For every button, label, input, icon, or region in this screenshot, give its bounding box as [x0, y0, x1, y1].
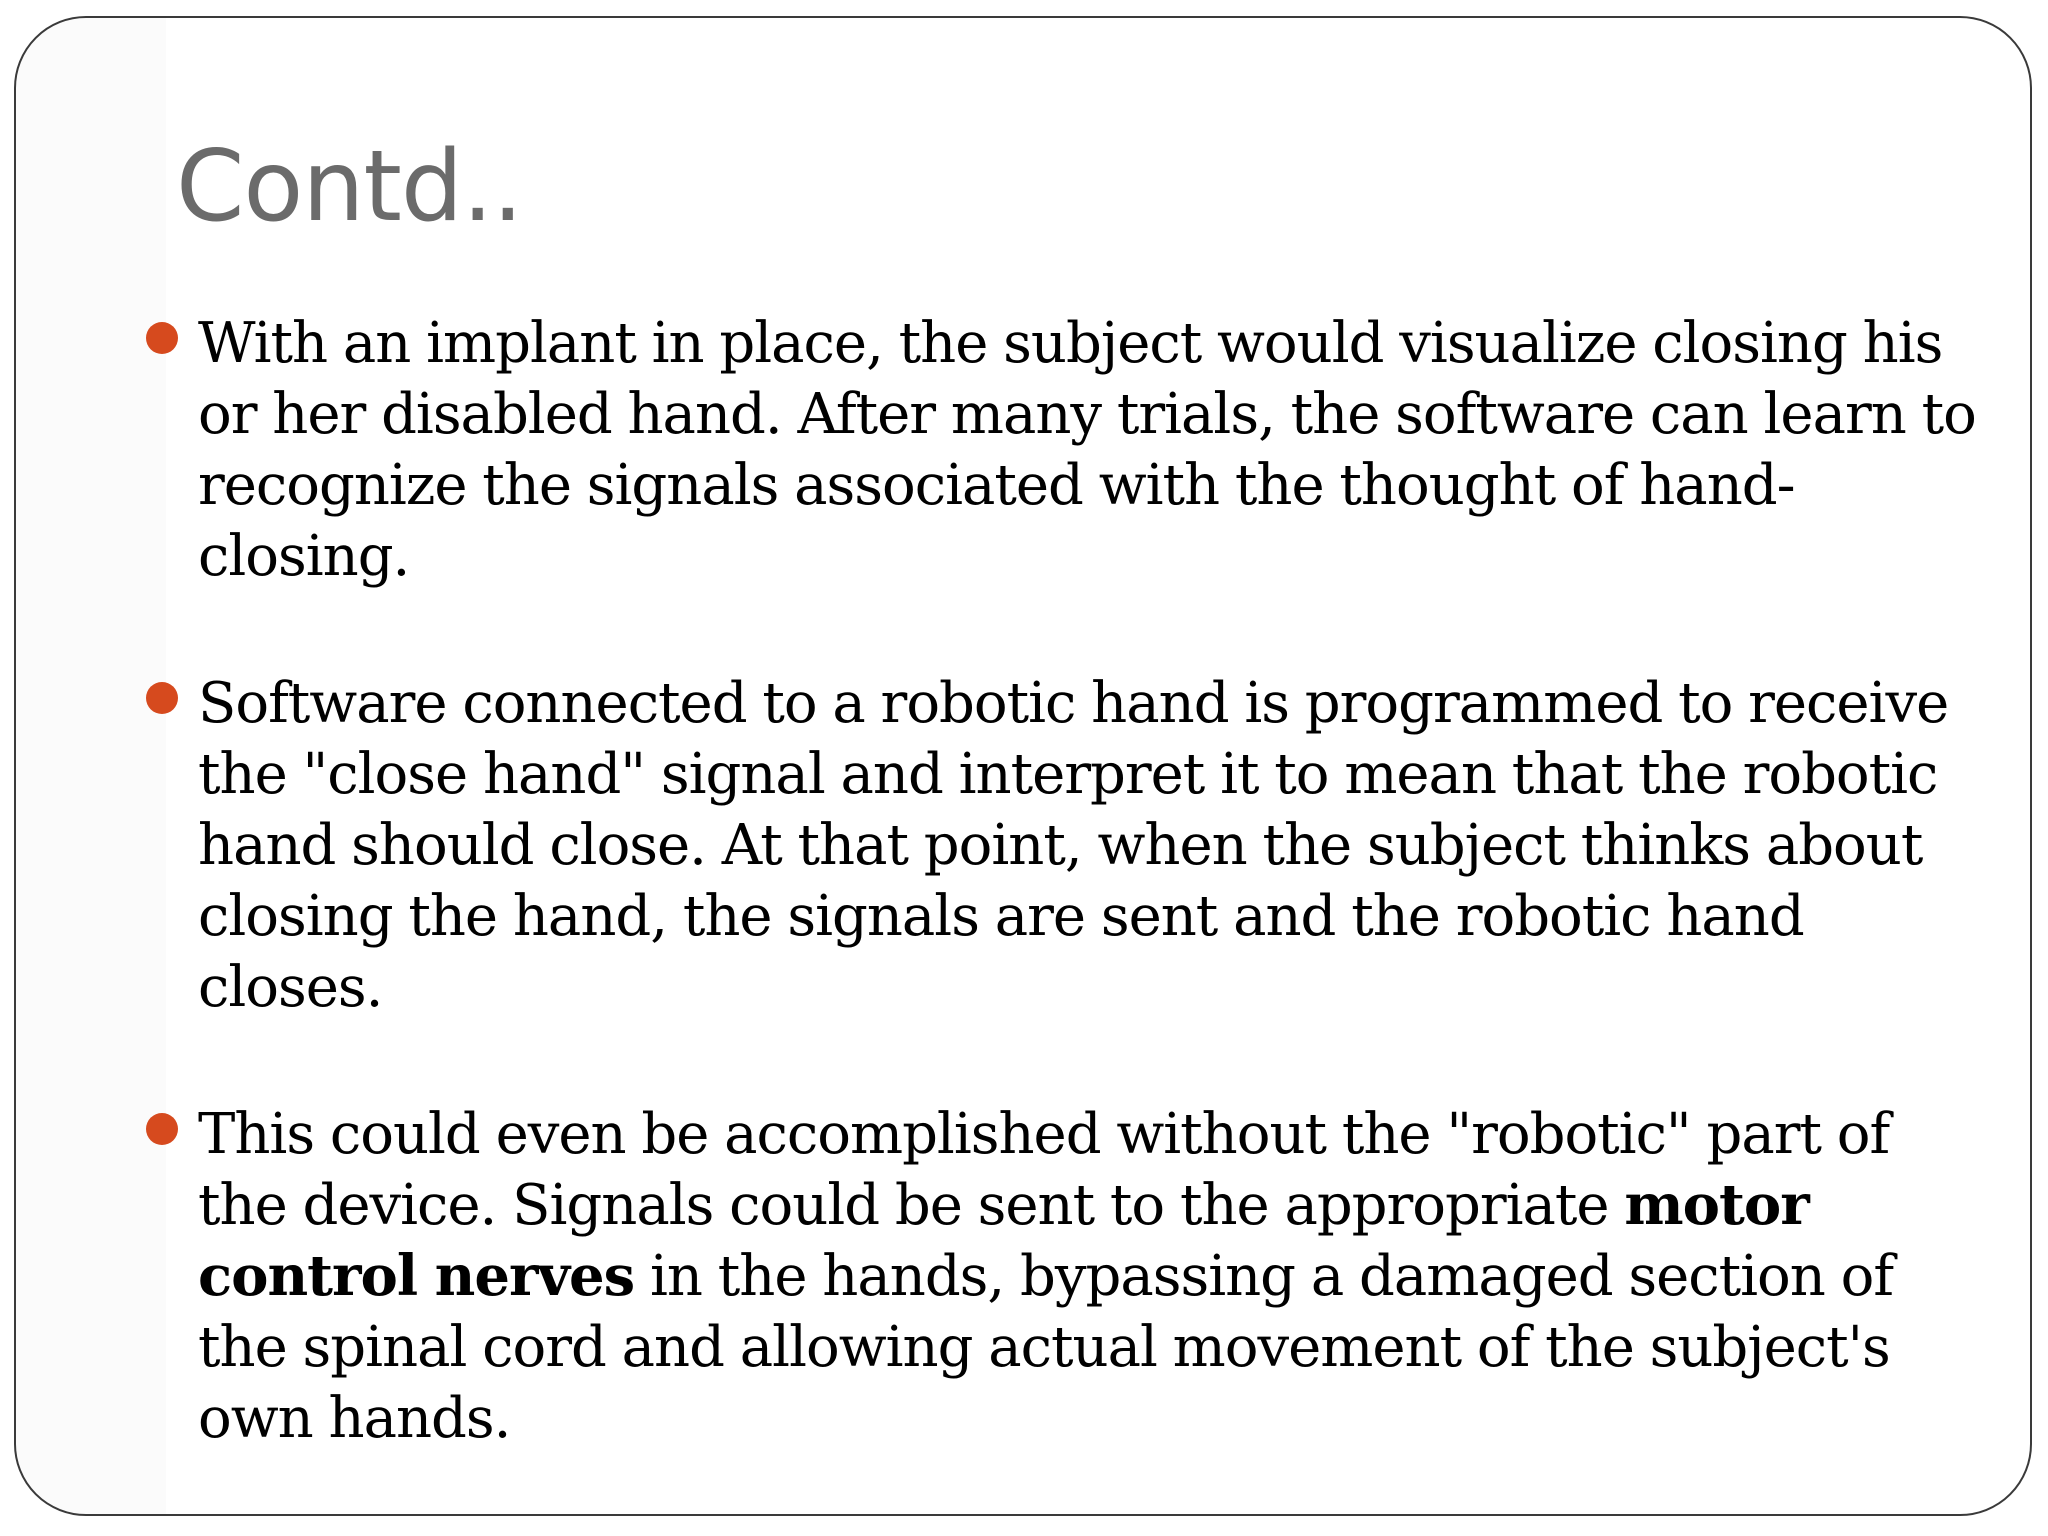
- bullet-text-3-after: in the hands, bypassing a damaged section of the spinal cord and allowing actual movement of the subject's own hands.: [198, 1244, 1894, 1451]
- bullet-dot-icon: [146, 682, 178, 714]
- bullet-dot-icon: [146, 1113, 178, 1145]
- bullet-item-3: [128, 1099, 1978, 1454]
- bullet-item-2: [128, 668, 1978, 1023]
- bullet-dot-icon: [146, 322, 178, 354]
- slide: [14, 16, 2032, 1516]
- slide-title: Contd..: [176, 130, 523, 244]
- bullet-text-2: Software connected to a robotic hand is programmed to receive the "close hand" signal and interpret it to mean that the robotic hand should close. At that point, when the subject thinks about closing the hand, the signals are sent and the robotic hand closes.: [198, 671, 1949, 1020]
- bullet-text-3-before: This could even be accomplished without the "robotic" part of the device. Signals could be sent to the appropriate: [198, 1102, 1890, 1238]
- bullet-item-1: [128, 308, 1978, 592]
- bullet-text-3-bold: motor control nerves: [198, 1172, 1809, 1309]
- bullet-text-1: With an implant in place, the subject would visualize closing his or her disabled hand. After many trials, the software can learn to recognize the signals associated with the thought of hand-closing.: [198, 311, 1976, 589]
- bullet-list: [128, 308, 1978, 1516]
